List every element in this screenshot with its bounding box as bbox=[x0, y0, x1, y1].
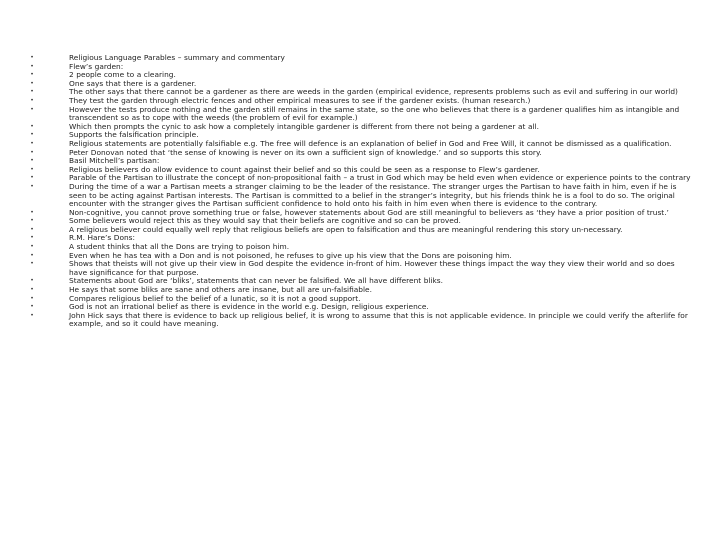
bullet-icon: • bbox=[30, 182, 34, 190]
bullet-icon: • bbox=[30, 105, 34, 113]
bullet-icon: • bbox=[30, 71, 34, 79]
list-item-text: Religious believers do allow evidence to count against their belief and so this could be seen as a response to Flew’s gardener. bbox=[69, 164, 540, 174]
bullet-icon: • bbox=[30, 139, 34, 147]
list-item-text: Flew’s garden: bbox=[69, 61, 124, 71]
bullet-icon: • bbox=[30, 165, 34, 173]
bullet-icon: • bbox=[30, 208, 34, 216]
bullet-icon: • bbox=[30, 311, 34, 319]
list-item-text: Which then prompts the cynic to ask how a completely intangible gardener is different from there not being a gardener at all. bbox=[69, 121, 539, 131]
list-item-text: Some believers would reject this as they would say that their beliefs are cognitive and so can be proved. bbox=[69, 216, 461, 226]
bullet-icon: • bbox=[30, 260, 34, 268]
list-item-text: Supports the falsification principle. bbox=[69, 130, 199, 140]
bullet-icon: • bbox=[30, 131, 34, 139]
list-item-text: Religious Language Parables – summary and commentary bbox=[69, 53, 285, 62]
list-item-text: Non-cognitive, you cannot prove something true or false, however statements about God are still meaningful to believers as ‘they have a prior position of trust.’ bbox=[69, 207, 669, 217]
list-item-text: 2 people come to a clearing. bbox=[69, 70, 176, 80]
bullet-icon: • bbox=[30, 157, 34, 165]
bullet-icon: • bbox=[30, 277, 34, 285]
bullet-icon: • bbox=[30, 225, 34, 233]
bullet-list bbox=[30, 54, 695, 329]
list-item-text: Religious statements are potentially falsifiable e.g. The free will defence is an explanation of belief in God and Free Will, it cannot be dismissed as a qualification. bbox=[69, 138, 672, 148]
bullet-icon: • bbox=[30, 303, 34, 311]
bullet-icon: • bbox=[30, 54, 34, 61]
list-item bbox=[30, 106, 695, 123]
list-item-text: A student thinks that all the Dons are trying to poison him. bbox=[69, 242, 290, 252]
list-item bbox=[30, 54, 695, 63]
list-item-text: God is not an irrational belief as there is evidence in the world e.g. Design, religious experience. bbox=[69, 302, 429, 312]
bullet-icon: • bbox=[30, 243, 34, 251]
list-item-text: R.M. Hare’s Dons: bbox=[69, 233, 135, 243]
bullet-icon: • bbox=[30, 88, 34, 96]
list-item-text: Parable of the Partisan to illustrate the concept of non-propositional faith – a trust in God which may be held even when evidence or experience points to the contrary bbox=[69, 173, 691, 183]
list-item-text: Statements about God are ‘bliks’, statements that can never be falsified. We all have different bliks. bbox=[69, 276, 443, 286]
bullet-icon: • bbox=[30, 174, 34, 182]
bullet-icon: • bbox=[30, 234, 34, 242]
bullet-icon: • bbox=[30, 251, 34, 259]
list-item-text: A religious believer could equally well reply that religious beliefs are open to falsification and thus are meaningful rendering this story un-necessary. bbox=[69, 224, 623, 234]
bullet-icon: • bbox=[30, 96, 34, 104]
list-item bbox=[30, 312, 695, 329]
list-item-text: They test the garden through electric fences and other empirical measures to see if the gardener exists. (human research.) bbox=[69, 95, 531, 105]
bullet-icon: • bbox=[30, 217, 34, 225]
list-item-text: However the tests produce nothing and the garden still remains in the same state, so the one who believes that there is a gardener qualifies him as intangible and transcendent so as to cope with the weeds (the problem of evil for example.) bbox=[69, 104, 680, 123]
list-item bbox=[30, 260, 695, 277]
list-item-text: Peter Donovan noted that ‘the sense of knowing is never on its own a sufficient sign of knowledge.’ and so supports this story. bbox=[69, 147, 542, 157]
list-item-text: Shows that theists will not give up their view in God despite the evidence in-front of him. However these things impact the way they view their world and so does have significance for that purpose. bbox=[69, 259, 675, 277]
bullet-icon: • bbox=[30, 122, 34, 130]
list-item-text: Even when he has tea with a Don and is not poisoned, he refuses to give up his view that the Dons are poisoning him. bbox=[69, 250, 512, 260]
bullet-icon: • bbox=[30, 62, 34, 70]
list-item-text: One says that there is a gardener. bbox=[69, 78, 197, 88]
bullet-icon: • bbox=[30, 148, 34, 156]
list-item-text: During the time of a war a Partisan meets a stranger claiming to be the leader of the resistance. The stranger urges the Partisan to have faith in him, even if he is seen to be acting against Partisan interests. The Partisan is committed to a belief in the stranger’s integrity, but his friends think he is a fool to do so. The original encounter with the stranger gives the Partisan sufficient confidence to hold onto his faith in him even when there is evidence to the contrary. bbox=[69, 181, 677, 209]
bullet-icon: • bbox=[30, 294, 34, 302]
list-item bbox=[30, 183, 695, 209]
list-item-text: Compares religious belief to the belief of a lunatic, so it is not a good support. bbox=[69, 293, 361, 303]
list-item-text: The other says that there cannot be a gardener as there are weeds in the garden (empirical evidence, represents problems such as evil and suffering in our world) bbox=[69, 87, 678, 97]
list-item-text: He says that some bliks are sane and others are insane, but all are un-falsifiable. bbox=[69, 285, 372, 295]
bullet-icon: • bbox=[30, 286, 34, 294]
list-item-text: Basil Mitchell’s partisan: bbox=[69, 156, 160, 166]
bullet-icon: • bbox=[30, 79, 34, 87]
list-item-text: John Hick says that there is evidence to back up religious belief, it is wrong to assume that this is not applicable evidence. In principle we could verify the afterlife for example, and so it could have meaning. bbox=[69, 310, 688, 329]
